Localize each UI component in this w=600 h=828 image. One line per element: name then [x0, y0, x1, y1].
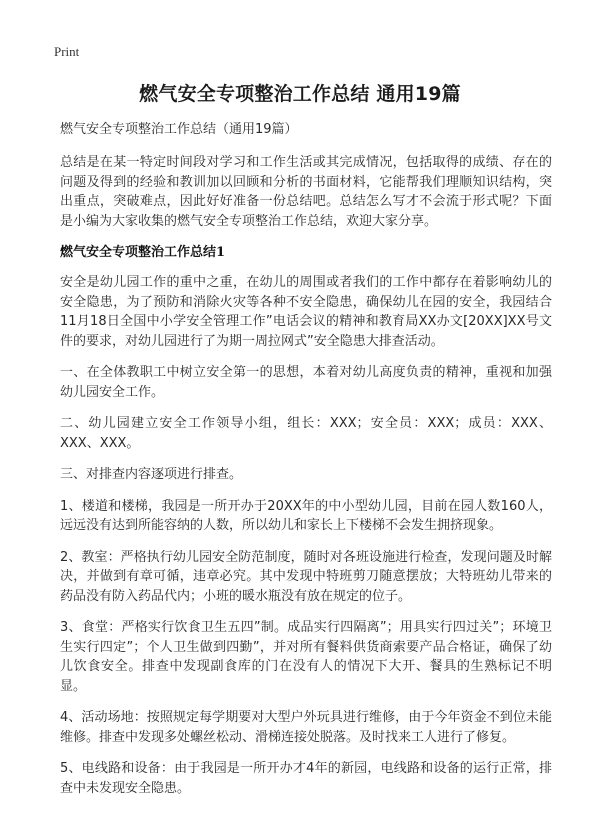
body-paragraph: 5、电线路和设备：由于我园是一所开办才4年的新园，电线路和设备的运行正常，排查中未发现安全隐患。 [60, 761, 552, 796]
body-paragraph: 3、食堂：严格实行饮食卫生五四”制。成品实行四隔离”；用具实行四过关”；环境卫生实行四定”；个人卫生做到四勤”，并对所有餐料供货商索要产品合格证，确保了幼儿饮食安全。排查中发现副食库的门在没有人的情况下大开、餐具的生熟标记不明显。 [60, 620, 552, 694]
body-paragraph: 2、教室：严格执行幼儿园安全防范制度，随时对各班设施进行检查，发现问题及时解决，并做到有章可循，违章必究。其中发现中特班剪刀随意摆放；大特班幼儿带来的药品没有防入药品代内；小班的暖水瓶没有放在规定的位子。 [60, 549, 552, 604]
body-paragraph: 一、在全体教职工中树立安全第一的思想，本着对幼儿高度负责的精神，重视和加强幼儿园安全工作。 [60, 365, 552, 400]
body-paragraph: 4、活动场地：按照规定每学期要对大型户外玩具进行维修，由于今年资金不到位未能维修。排查中发现多处螺丝松动、滑梯连接处脱落。及时找来工人进行了修复。 [60, 710, 552, 745]
body-paragraph: 二、幼儿园建立安全工作领导小组，组长：XXX；安全员：XXX；成员：XXX、XXX、XXX。 [60, 416, 552, 451]
body-paragraph: 1、楼道和楼梯，我园是一所开办于20XX年的中小型幼儿园，目前在园人数160人，远远没有达到所能容纳的人数，所以幼儿和家长上下楼梯不会发生拥挤现象。 [60, 498, 552, 533]
page-title: 燃气安全专项整治工作总结 通用19篇 [139, 83, 461, 105]
print-link[interactable]: Print [54, 44, 80, 59]
body-paragraph: 安全是幼儿园工作的重中之重，在幼儿的周围或者我们的工作中都存在着影响幼儿的安全隐患，为了预防和消除火灾等各种不安全隐患，确保幼儿在园的安全，我园结合11月18日全国中小学安全管理工作”电话会议的精神和教育局XX办文[20XX]XX号文件的要求，对幼儿园进行了为期一周拉网式”安全隐患大排查活动。 [60, 275, 552, 349]
document-subtitle: 燃气安全专项整治工作总结（通用19篇） [60, 122, 298, 137]
section-heading: 燃气安全专项整治工作总结1 [60, 245, 226, 260]
intro-paragraph: 总结是在某一特定时间段对学习和工作生活或其完成情况，包括取得的成绩、存在的问题及得到的经验和教训加以回顾和分析的书面材料，它能帮我们理顺知识结构，突出重点，突破难点，因此好好准备一份总结吧。总结怎么写才不会流于形式呢？下面是小编为大家收集的燃气安全专项整治工作总结，欢迎大家分享。 [60, 155, 552, 229]
body-paragraph: 三、对排查内容逐项进行排查。 [60, 467, 243, 482]
document-body [60, 120, 552, 810]
